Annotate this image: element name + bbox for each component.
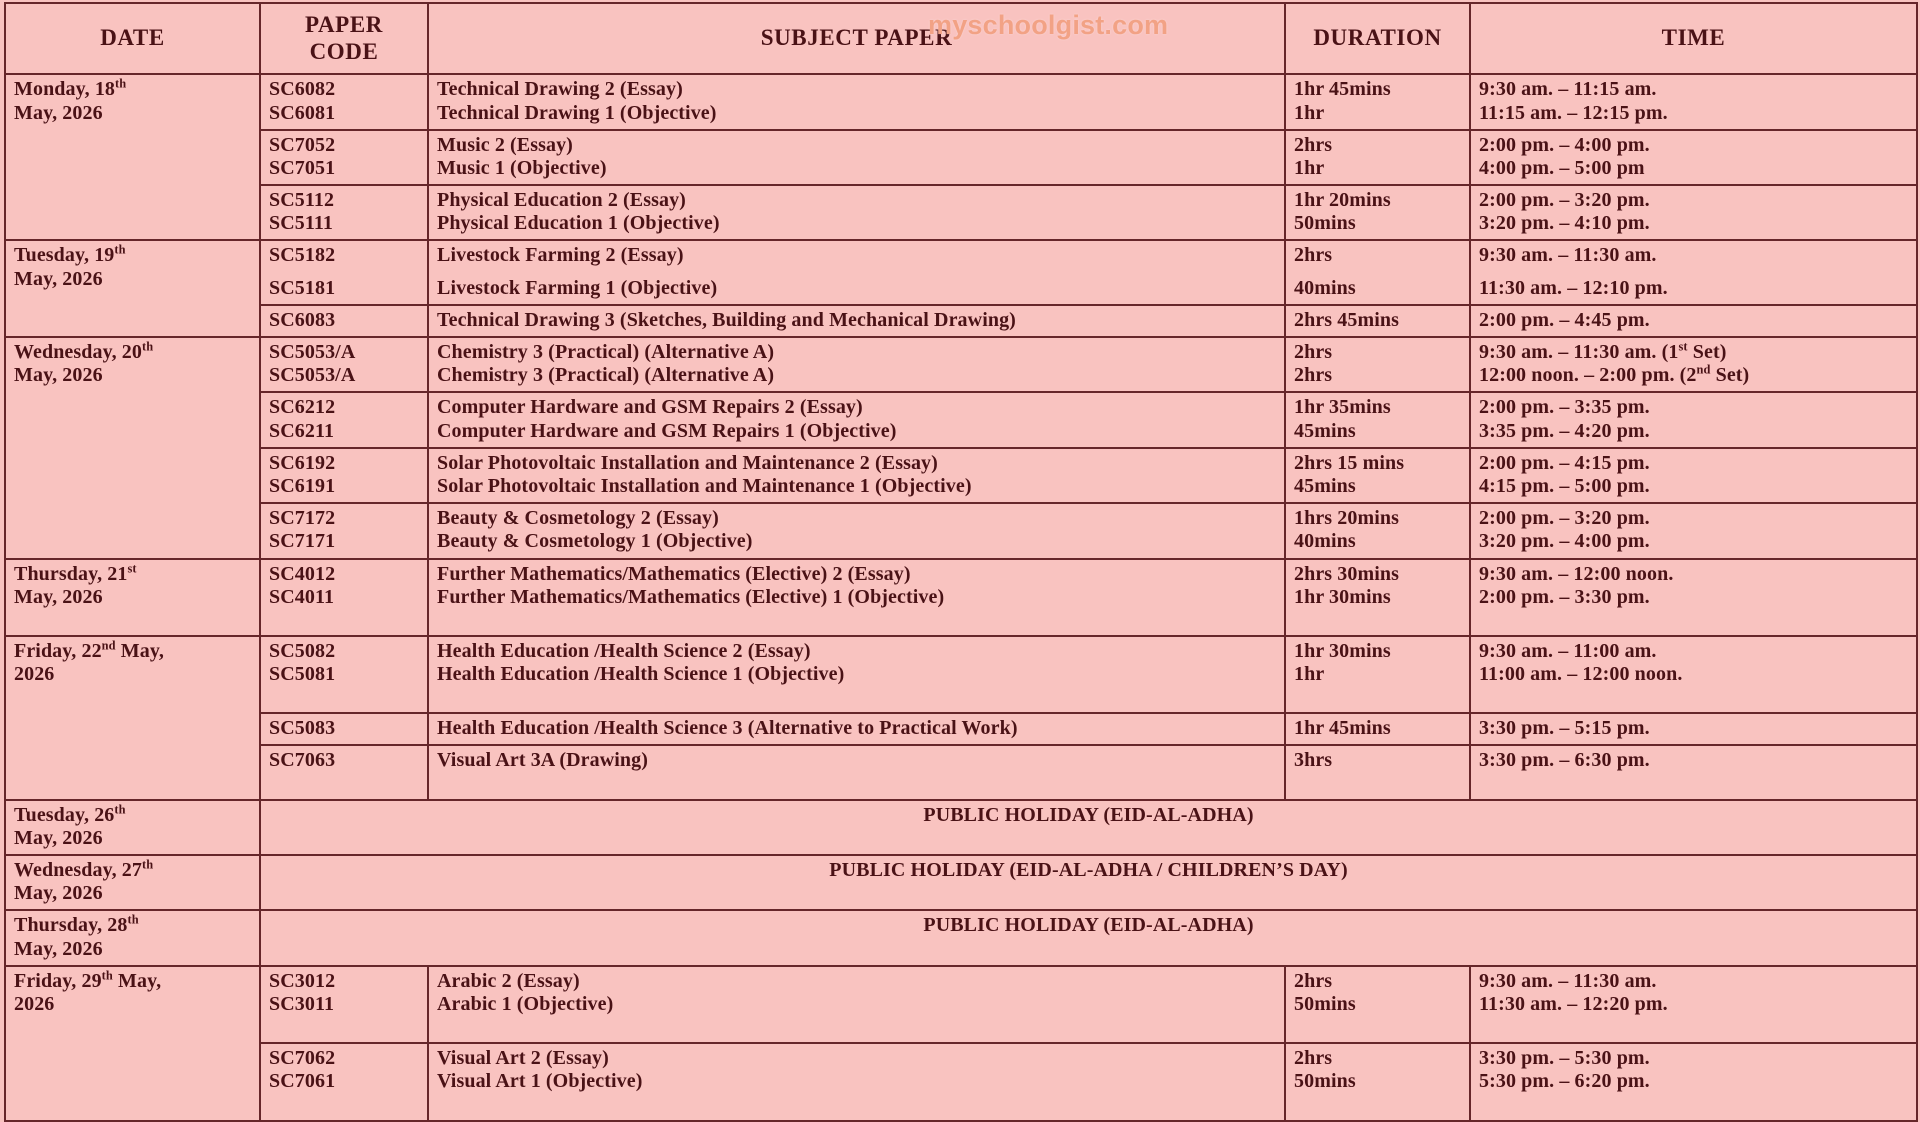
paper-code-cell-line: SC7051 [269,156,336,179]
time-cell-line: 11:15 am. – 12:15 pm. [1479,101,1668,124]
time-cell-line: 3:20 pm. – 4:00 pm. [1479,530,1650,553]
date-cell [5,800,260,855]
duration-cell [1285,305,1470,337]
table-row [5,185,1917,240]
paper-code-cell-line: SC4012 [269,562,336,585]
table-row [5,337,1917,392]
duration-cell-line: 2hrs [1294,969,1333,992]
time-cell-line: 9:30 am. – 11:30 am. [1479,244,1657,267]
time-cell-line: 2:00 pm. – 3:35 pm. [1479,396,1650,419]
duration-cell-line: 1hr 30mins [1294,585,1391,608]
date-day: Thursday, 21st [14,560,137,585]
paper-code-cell-line: SC5181 [269,276,336,299]
time-cell [1470,392,1917,447]
duration-cell [1285,337,1470,392]
paper-code-cell [260,240,428,304]
subject-paper-cell [428,503,1285,558]
time-cell-line: 2:00 pm. – 4:45 pm. [1479,308,1650,331]
holiday-row [5,800,1917,855]
subject-paper-cell [428,240,1285,304]
subject-paper-cell [428,130,1285,185]
duration-cell-line: 1hr 30mins [1294,639,1391,662]
duration-cell-line: 2hrs [1294,1047,1333,1070]
date-ordinal: th [114,802,126,816]
time-cell-line: 9:30 am. – 11:30 am. (1st Set) [1479,339,1727,364]
table-row [5,745,1917,799]
time-cell [1470,240,1917,304]
date-cell [5,855,260,910]
date-year: May, 2026 [14,101,103,124]
duration-cell [1285,74,1470,129]
subject-paper-cell-line: Chemistry 3 (Practical) (Alternative A) [437,364,775,387]
paper-code-cell-line: SC5083 [269,717,336,740]
subject-paper-cell-line: Physical Education 2 (Essay) [437,189,686,212]
date-ordinal: th [127,912,139,927]
time-cell-line: 3:30 pm. – 6:30 pm. [1479,749,1650,772]
exam-timetable [4,2,1918,1122]
duration-cell-line: 50mins [1294,1070,1356,1093]
time-cell-line: 3:30 pm. – 5:30 pm. [1479,1047,1650,1070]
date-year: May, 2026 [14,937,103,960]
paper-code-cell-line: SC6083 [269,308,336,331]
duration-cell-line: 1hr 45mins [1294,717,1391,740]
time-cell [1470,130,1917,185]
date-cell [5,636,260,800]
time-cell [1470,337,1917,392]
duration-cell [1285,636,1470,713]
set-ordinal: st [1678,339,1688,354]
paper-code-cell-line: SC3011 [269,992,335,1015]
paper-code-cell [260,74,428,129]
table-row [5,503,1917,558]
subject-paper-cell-line: Technical Drawing 3 (Sketches, Building and Mechanical Drawing) [437,308,1016,331]
date-ordinal: th [114,242,126,257]
date-day: Tuesday, 19th [14,242,126,267]
subject-paper-cell-line: Health Education /Health Science 1 (Objective) [437,663,845,686]
duration-cell [1285,966,1470,1043]
duration-cell [1285,130,1470,185]
paper-code-cell-line: SC6082 [269,78,336,101]
column-header-paper-code [260,3,428,74]
table-header [5,3,1917,74]
table-row [5,1043,1917,1120]
date-cell [5,337,260,559]
paper-code-cell-line: SC6081 [269,101,336,124]
table-row [5,240,1917,304]
paper-code-cell [260,130,428,185]
subject-paper-cell [428,74,1285,129]
date-cell [5,240,260,337]
column-header-time: TIME [1470,3,1917,74]
duration-cell-line: 1hr [1294,101,1325,124]
paper-code-cell-line: SC5053/A [269,341,356,364]
set-ordinal: nd [1696,362,1711,377]
time-cell [1470,713,1917,745]
duration-cell-line: 1hr 20mins [1294,189,1391,212]
duration-cell-line: 45mins [1294,419,1356,442]
paper-code-cell [260,636,428,713]
time-cell [1470,559,1917,636]
time-cell-line: 4:15 pm. – 5:00 pm. [1479,474,1650,497]
paper-code-cell-line: SC7061 [269,1070,336,1093]
paper-code-line-2: CODE [309,38,379,64]
time-cell-line: 2:00 pm. – 4:15 pm. [1479,451,1650,474]
time-cell [1470,185,1917,240]
duration-cell [1285,392,1470,447]
subject-paper-cell-line: Further Mathematics/Mathematics (Elective) 1 (Objective) [437,585,945,608]
time-cell-line: 3:20 pm. – 4:10 pm. [1479,212,1650,235]
time-cell-line: 5:30 pm. – 6:20 pm. [1479,1070,1650,1093]
paper-code-cell-line: SC7063 [269,749,336,772]
paper-code-cell [260,1043,428,1120]
subject-paper-cell-line: Beauty & Cosmetology 1 (Objective) [437,530,753,553]
duration-cell-line: 3hrs [1294,749,1333,772]
time-cell [1470,448,1917,503]
subject-paper-cell-line: Chemistry 3 (Practical) (Alternative A) [437,341,775,364]
table-row [5,448,1917,503]
duration-cell [1285,448,1470,503]
subject-paper-cell-line: Livestock Farming 1 (Objective) [437,276,718,299]
time-cell-line: 9:30 am. – 11:00 am. [1479,639,1657,662]
subject-paper-cell-line: Computer Hardware and GSM Repairs 2 (Essay) [437,396,863,419]
date-cell [5,74,260,240]
subject-paper-cell-line: Further Mathematics/Mathematics (Elective) 2 (Essay) [437,562,911,585]
paper-code-cell-line: SC3012 [269,969,336,992]
subject-paper-cell-line: Visual Art 3A (Drawing) [437,749,649,772]
paper-code-cell-line: SC7062 [269,1047,336,1070]
subject-paper-cell [428,966,1285,1043]
time-cell-line: 9:30 am. – 11:30 am. [1479,969,1657,992]
duration-cell [1285,185,1470,240]
paper-code-cell-line: SC7171 [269,530,336,553]
paper-code-cell-line: SC6212 [269,396,336,419]
paper-code-cell [260,559,428,636]
duration-cell-line: 2hrs [1294,133,1333,156]
time-cell-line: 11:30 am. – 12:20 pm. [1479,992,1668,1015]
date-ordinal: nd [101,638,116,653]
time-cell-line: 11:00 am. – 12:00 noon. [1479,663,1683,686]
date-ordinal: th [142,857,154,872]
date-year: May, 2026 [14,364,103,387]
time-cell-line: 12:00 noon. – 2:00 pm. (2nd Set) [1479,362,1750,387]
time-cell-line: 9:30 am. – 11:15 am. [1479,78,1657,101]
time-cell-line: 2:00 pm. – 4:00 pm. [1479,133,1650,156]
subject-paper-cell-line: Solar Photovoltaic Installation and Maintenance 2 (Essay) [437,451,938,474]
time-cell [1470,305,1917,337]
subject-paper-cell [428,305,1285,337]
table-body [5,74,1917,1120]
date-year: May, 2026 [14,882,103,905]
public-holiday-label: PUBLIC HOLIDAY (EID-AL-ADHA) [260,910,1917,965]
date-year: May, 2026 [14,267,103,290]
public-holiday-label: PUBLIC HOLIDAY (EID-AL-ADHA) [260,800,1917,855]
time-cell [1470,503,1917,558]
duration-cell-line: 40mins [1294,530,1356,553]
subject-paper-cell-line: Physical Education 1 (Objective) [437,212,720,235]
duration-cell [1285,1043,1470,1120]
subject-paper-cell-line: Arabic 1 (Objective) [437,992,614,1015]
paper-code-cell [260,305,428,337]
holiday-row [5,910,1917,965]
paper-code-cell-line: SC5053/A [269,364,356,387]
date-day: Thursday, 28th [14,912,139,937]
table-row [5,305,1917,337]
time-cell-line: 4:00 pm. – 5:00 pm [1479,156,1645,179]
column-header-subject-paper: SUBJECT PAPER [428,3,1285,74]
paper-code-cell-line: SC7052 [269,133,336,156]
date-ordinal: th [142,339,154,354]
subject-paper-cell-line: Technical Drawing 1 (Objective) [437,101,717,124]
duration-cell [1285,559,1470,636]
table-row [5,559,1917,636]
paper-code-cell [260,337,428,392]
date-ordinal: th [115,76,127,91]
duration-cell [1285,240,1470,304]
subject-paper-cell-line: Solar Photovoltaic Installation and Maintenance 1 (Objective) [437,474,972,497]
public-holiday-label: PUBLIC HOLIDAY (EID-AL-ADHA / CHILDREN’S DAY) [260,855,1917,910]
subject-paper-cell-line: Health Education /Health Science 3 (Alternative to Practical Work) [437,717,1018,740]
duration-cell-line: 40mins [1294,276,1356,299]
paper-code-line-1: PAPER [305,12,383,37]
subject-paper-cell [428,559,1285,636]
table-row [5,392,1917,447]
paper-code-cell-line: SC5182 [269,244,336,267]
paper-code-cell-line: SC6192 [269,451,336,474]
duration-cell-line: 2hrs [1294,364,1333,387]
date-year: 2026 [14,663,55,686]
duration-cell-line: 2hrs [1294,244,1333,267]
duration-cell-line: 1hrs 20mins [1294,507,1400,530]
subject-paper-cell-line: Health Education /Health Science 2 (Essay) [437,639,811,662]
paper-code-cell [260,448,428,503]
table-row [5,713,1917,745]
duration-cell-line: 2hrs 30mins [1294,562,1400,585]
subject-paper-cell [428,337,1285,392]
time-cell [1470,966,1917,1043]
subject-paper-cell-line: Visual Art 1 (Objective) [437,1070,643,1093]
subject-paper-cell-line: Computer Hardware and GSM Repairs 1 (Objective) [437,419,897,442]
date-year: May, 2026 [14,585,103,608]
duration-cell-line: 2hrs 45mins [1294,308,1400,331]
column-header-duration: DURATION [1285,3,1470,74]
table-row [5,966,1917,1043]
subject-paper-cell [428,745,1285,799]
paper-code-cell [260,966,428,1043]
paper-code-cell [260,503,428,558]
date-day: Friday, 29th May, [14,968,162,992]
time-cell-line: 3:35 pm. – 4:20 pm. [1479,419,1650,442]
column-header-date: DATE [5,3,260,74]
duration-cell-line: 50mins [1294,212,1356,235]
date-day: Wednesday, 20th [14,339,154,364]
subject-paper-cell [428,713,1285,745]
date-day: Monday, 18th [14,76,127,101]
holiday-row [5,855,1917,910]
subject-paper-cell-line: Visual Art 2 (Essay) [437,1047,609,1070]
time-cell-line: 2:00 pm. – 3:30 pm. [1479,585,1650,608]
duration-cell-line: 1hr 35mins [1294,396,1391,419]
subject-paper-cell-line: Beauty & Cosmetology 2 (Essay) [437,507,719,530]
paper-code-cell-line: SC5082 [269,639,336,662]
date-day: Friday, 22nd May, [14,638,164,662]
date-cell [5,966,260,1121]
time-cell [1470,636,1917,713]
date-day: Wednesday, 27th [14,857,154,882]
header-row [5,3,1917,74]
duration-cell-line: 1hr [1294,663,1325,686]
time-cell [1470,745,1917,799]
time-cell-line: 2:00 pm. – 3:20 pm. [1479,189,1650,212]
subject-paper-cell-line: Music 2 (Essay) [437,133,573,156]
paper-code-cell-line: SC5112 [269,189,335,212]
date-ordinal: th [101,968,113,983]
duration-cell [1285,713,1470,745]
paper-code-cell [260,392,428,447]
time-cell-line: 9:30 am. – 12:00 noon. [1479,562,1674,585]
paper-code-cell [260,745,428,799]
subject-paper-cell [428,185,1285,240]
time-cell [1470,74,1917,129]
paper-code-cell-line: SC4011 [269,585,335,608]
date-year: May, 2026 [14,826,103,849]
paper-code-cell-line: SC6191 [269,474,336,497]
date-cell [5,910,260,965]
timetable-sheet [0,2,1920,1093]
paper-code-cell-line: SC5081 [269,663,336,686]
date-ordinal: st [127,560,137,575]
duration-cell [1285,503,1470,558]
date-day: Tuesday, 26th [14,802,126,826]
time-cell-line: 2:00 pm. – 3:20 pm. [1479,507,1650,530]
subject-paper-cell-line: Livestock Farming 2 (Essay) [437,244,684,267]
duration-cell-line: 1hr [1294,156,1325,179]
subject-paper-cell-line: Technical Drawing 2 (Essay) [437,78,683,101]
table-row [5,130,1917,185]
duration-cell-line: 1hr 45mins [1294,78,1391,101]
subject-paper-cell-line: Arabic 2 (Essay) [437,969,580,992]
paper-code-cell-line: SC6211 [269,419,335,442]
subject-paper-cell [428,448,1285,503]
duration-cell-line: 2hrs [1294,341,1333,364]
duration-cell-line: 2hrs 15 mins [1294,451,1405,474]
time-cell [1470,1043,1917,1120]
subject-paper-cell-line: Music 1 (Objective) [437,156,607,179]
duration-cell-line: 50mins [1294,992,1356,1015]
paper-code-cell [260,713,428,745]
subject-paper-cell [428,1043,1285,1120]
paper-code-cell-line: SC7172 [269,507,336,530]
date-year: 2026 [14,992,55,1015]
subject-paper-cell [428,636,1285,713]
duration-cell-line: 45mins [1294,474,1356,497]
subject-paper-cell [428,392,1285,447]
table-row [5,636,1917,713]
duration-cell [1285,745,1470,799]
date-cell [5,559,260,636]
watermark-myschoolgist: myschoolgist.com [928,10,1169,40]
table-row [5,74,1917,129]
time-cell-line: 11:30 am. – 12:10 pm. [1479,276,1668,299]
time-cell-line: 3:30 pm. – 5:15 pm. [1479,717,1650,740]
paper-code-cell [260,185,428,240]
paper-code-cell-line: SC5111 [269,212,333,235]
